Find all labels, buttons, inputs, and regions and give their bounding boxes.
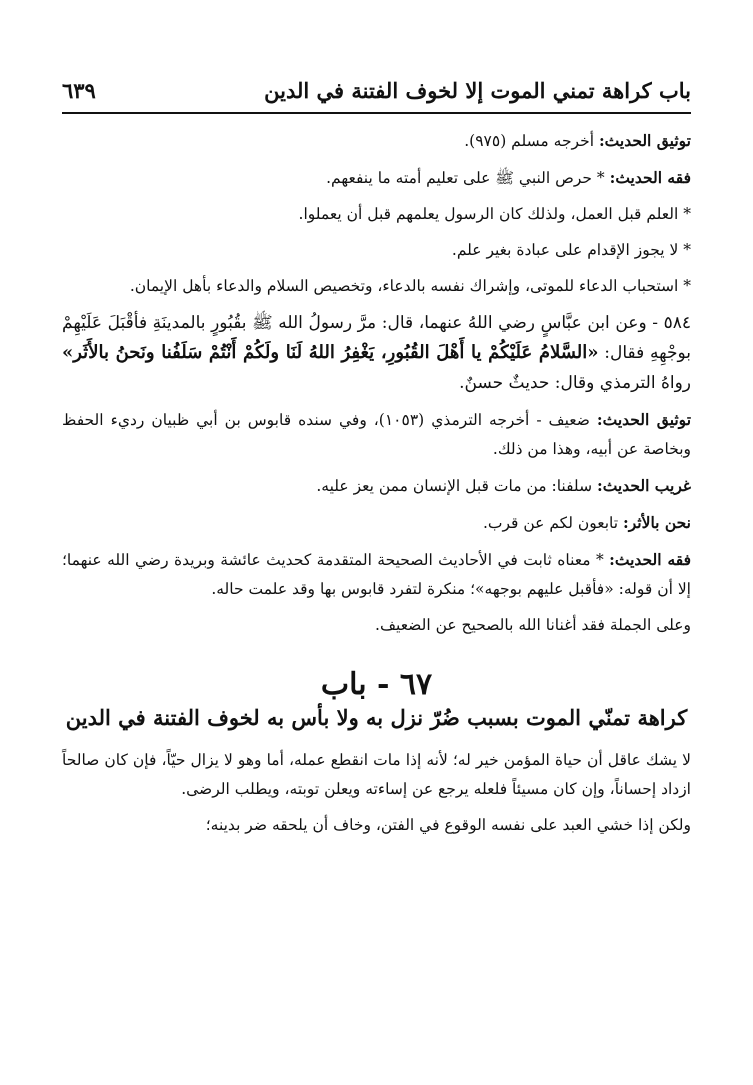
label-fiqh: فقه الحديث: xyxy=(609,550,691,569)
label-tawthiq: توثيق الحديث: xyxy=(598,131,691,150)
hadith-quote: «السَّلامُ عَلَيْكُمْ يا أَهْلَ القُبُورِ، يَغْفِرُ اللهُ لَنَا ولَكُمْ أَنْتُمْ سَلَفُنا ونَحنُ بالأَثَر» xyxy=(62,342,599,363)
page-number: ٦٣٩ xyxy=(62,78,96,103)
chapter-paragraph: ولكن إذا خشي العبد على نفسه الوقوع في الفتن، وخاف أن يلحقه ضر بدينه؛ xyxy=(205,816,691,834)
fiqh-paragraph: فقه الحديث: * معناه ثابت في الأحاديث الصحيحة المتقدمة كحديث عائشة وبريدة رضي الله عنهما؛ إلا أن قوله: «فأقبل عليهم بوجهه»؛ منكرة لتفرد قابوس بها وقد علمت حاله. xyxy=(62,550,691,598)
chapter-number: ٦٧ - باب xyxy=(320,667,433,702)
conclusion-paragraph: وعلى الجملة فقد أغنانا الله بالصحيح عن الضعيف. xyxy=(375,616,691,634)
gharib-paragraph: غريب الحديث: سلفنا: من مات قبل الإنسان ممن يعز عليه. xyxy=(316,476,691,495)
takhrij-paragraph: توثيق الحديث: أخرجه مسلم (٩٧٥). xyxy=(464,131,691,150)
takhrij-paragraph: توثيق الحديث: ضعيف - أخرجه الترمذي (١٠٥٣)، وفي سنده قابوس بن أبي ظبيان رديء الحفظ وبخاصة عن أبيه، وهذا من ذلك. xyxy=(62,410,692,458)
page-header xyxy=(62,78,691,114)
label-fiqh: فقه الحديث: xyxy=(609,168,691,187)
benefit-item: * لا يجوز الإقدام على عبادة بغير علم. xyxy=(451,241,691,259)
benefit-item: * العلم قبل العمل، ولذلك كان الرسول يعلمهم قبل أن يعملوا. xyxy=(298,205,691,223)
gharib-paragraph: نحن بالأثر: تابعون لكم عن قرب. xyxy=(482,513,691,532)
page-content xyxy=(62,126,691,840)
label-tawthiq: توثيق الحديث: xyxy=(596,410,692,429)
running-title: باب كراهة تمني الموت إلا لخوف الفتنة في الدين xyxy=(264,78,691,103)
label-nahnu: نحن بالأثر: xyxy=(623,513,691,532)
fiqh-paragraph: فقه الحديث: * حرص النبي ﷺ على تعليم أمته ما ينفعهم. xyxy=(326,168,691,187)
chapter-paragraph: لا يشك عاقل أن حياة المؤمن خير له؛ لأنه إذا مات انقطع عمله، أما وهو لا يزال حيّاً، فإن كان صالحاً ازداد إحساناً، وإن كان مسيئاً فلعله يرجع عن إساءته ويعلن توبته، ويطلب الرضى. xyxy=(62,751,691,798)
chapter-title: كراهة تمنّي الموت بسبب ضُرّ نزل به ولا بأس به لخوف الفتنة في الدين xyxy=(65,705,688,730)
benefit-item: * استحباب الدعاء للموتى، وإشراك نفسه بالدعاء، وتخصيص السلام والدعاء بأهل الإيمان. xyxy=(129,277,691,295)
hadith-584: ٥٨٤ - وعن ابن عبَّاسٍ رضي اللهُ عنهما، قال: مرَّ رسولُ الله ﷺ بقُبُورٍ بالمدينَةِ فأقْبَلَ عَلَيْهِمْ بوجْهِهِ فقال: «السَّلامُ عَلَيْكُمْ يا أَهْلَ القُبُورِ، يَغْفِرُ اللهُ لَنَا ولَكُمْ أَنْتُمْ سَلَفُنا ونَحنُ بالأَثَر» رواهُ الترمذي وقال: حديثٌ حسنٌ. xyxy=(62,313,692,393)
label-gharib: غريب الحديث: xyxy=(596,476,691,495)
